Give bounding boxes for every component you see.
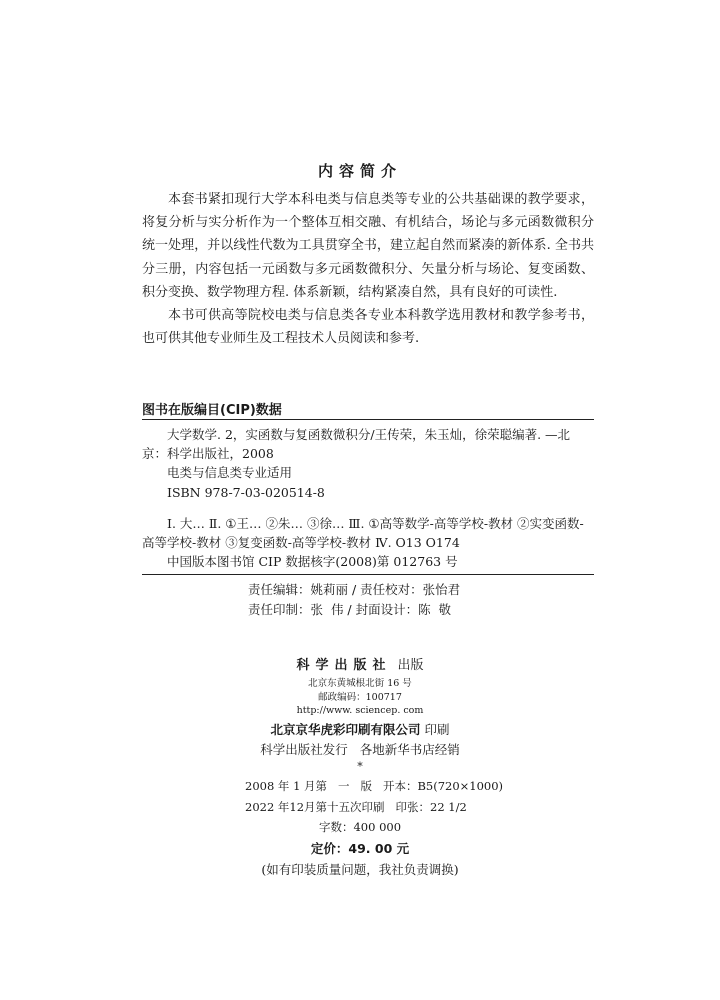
- publisher-url: http://www. sciencep. com: [296, 705, 424, 716]
- divider-top: [142, 419, 594, 420]
- divider-bottom: [142, 574, 594, 575]
- intro-paragraph-1: 本套书紧扣现行大学本科电类与信息类等专业的公共基础课的教学要求，将复分析与实分析作为一个整体互相交融、有机结合，场论与多元函数微积分统一处理，并以线性代数为工具贯穿全书，建立起自然而紧凑的新体系. 全书共分三册，内容包括一元函数与多元函数微积分、矢量分析与场论、复变函数、积分变换、数学物理方程. 体系新颖，结构紧凑自然，具有良好的可读性.: [142, 192, 594, 300]
- publisher-name: 科学出版社: [296, 658, 392, 673]
- publisher-address: 北京东黄城根北街 16 号: [308, 678, 412, 689]
- quality-notice: (如有印装质量问题，我社负责调换): [261, 862, 459, 877]
- cip-title-line: 大学数学. 2，实函数与复函数微积分/王传荣，朱玉灿，徐荣聪编著. —北京：科学出版社，2008: [142, 427, 571, 462]
- distribution-line: 科学出版社发行 各地新华书店经销: [260, 742, 460, 757]
- cip-classification: Ⅰ. 大… Ⅱ. ①王… ②朱… ③徐… Ⅲ. ①高等数学-高等学校-教材 ②实变函数-高等学校-教材 ③复变函数-高等学校-教材 Ⅳ. O13 O174: [142, 515, 584, 551]
- editors-line-2: 责任印制：张 伟 / 封面设计：陈 敬: [248, 602, 452, 617]
- cip-gap: [142, 502, 594, 514]
- cip-number: 中国版本图书馆 CIP 数据核字(2008)第 012763 号: [167, 554, 458, 570]
- publisher-line: [0, 654, 720, 673]
- edition-line-2: 2022 年12月第十五次印刷 印张：22 1/2: [245, 800, 467, 814]
- printer-line: [0, 720, 720, 738]
- page-title: 内容简介: [317, 162, 402, 180]
- printer-suffix: 印刷: [424, 722, 450, 737]
- publisher-postcode: 邮政编码：100717: [318, 692, 402, 703]
- editors-block: [248, 580, 460, 620]
- price: 定价：49. 00 元: [310, 841, 410, 856]
- cip-isbn: ISBN 978-7-03-020514-8: [167, 484, 325, 500]
- separator-star: *: [357, 760, 363, 773]
- cip-heading: 图书在版编目(CIP)数据: [142, 403, 282, 418]
- cip-record: [142, 425, 594, 571]
- intro-paragraph-2: 本书可供高等院校电类与信息类各专业本科教学选用教材和教学参考书，也可供其他专业师生及工程技术人员阅读和参考.: [142, 308, 594, 347]
- editors-line-1: 责任编辑：姚莉丽 / 责任校对：张怡君: [248, 582, 461, 597]
- word-count: 字数：400 000: [318, 820, 402, 834]
- edition-line-1: 2008 年 1 月第 一 版 开本：B5(720×1000): [245, 779, 504, 793]
- cip-subject-line: 电类与信息类专业适用: [167, 465, 293, 481]
- printer-name: 北京京华虎彩印刷有限公司: [270, 722, 421, 737]
- publisher-suffix: 出版: [397, 658, 424, 673]
- book-introduction: [142, 188, 594, 350]
